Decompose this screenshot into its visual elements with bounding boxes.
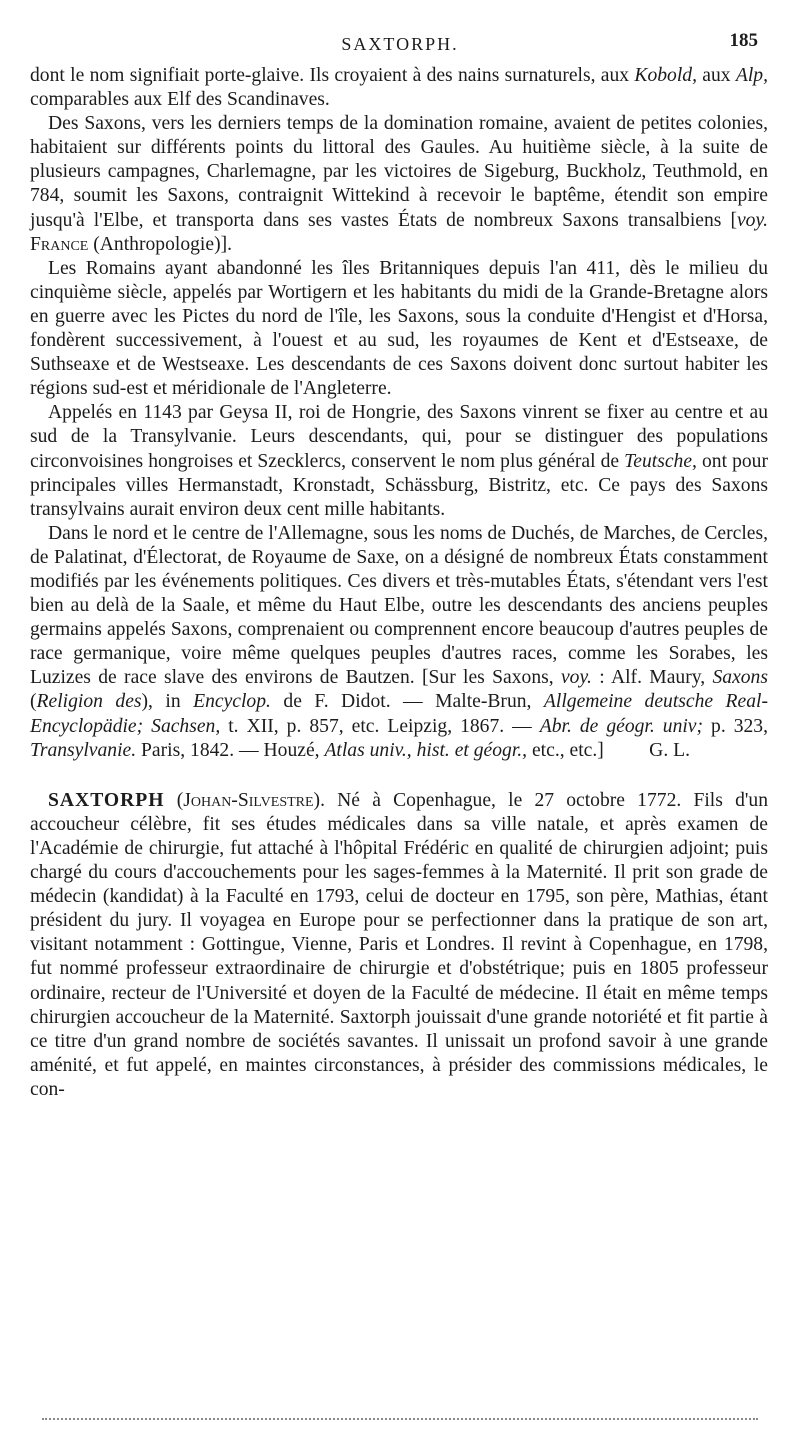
italic-run: voy.	[736, 209, 768, 231]
text-run: (	[164, 789, 184, 811]
text-run: de F. Didot. — Malte-Brun,	[270, 691, 544, 713]
paragraph-kobold	[30, 64, 768, 112]
italic-run: voy.	[560, 667, 592, 689]
text-run: Dans le nord et le centre de l'Allemagne, sous les noms de Duchés, de Marches, de Cercles, de Palatinat, d'Électorat, de Royaume de Saxe, on a désigné de nombreux États constamment modifiés par les événements politiques. Ces divers et très-mutables États, s'étendant vers l'est bien au delà de la Saale, et même du Haut Elbe, outre les descendants des anciens peuples germains appelés Saxons, comprenaient ou comprennent encore beaucoup d'autres peuples de race germanique, voire même quelques peuples d'autres races, comme les Sorabes, les Luzizes de race slave des environs de Bautzen. [Sur les Saxons,	[30, 522, 768, 689]
text-run: t. XII, p. 857, etc. Leipzig, 1867. —	[220, 715, 540, 737]
small-caps-run: France	[30, 233, 89, 255]
author-signature: G. L.	[649, 739, 690, 761]
article-headword: SAXTORPH	[48, 789, 165, 811]
paragraph-saxons-germany	[30, 522, 768, 763]
paragraph-saxons-gaul	[30, 112, 768, 257]
italic-run: Teutsche,	[624, 450, 697, 472]
text-run: etc., etc.]	[527, 739, 604, 761]
text-run: (	[30, 691, 37, 713]
italic-run: Saxons	[712, 667, 768, 689]
running-title: SAXTORPH.	[341, 34, 459, 54]
italic-run: Atlas univ., hist. et géogr.,	[324, 739, 528, 761]
italic-run: Religion des	[36, 691, 142, 713]
text-run: dont le nom signifiait porte-glaive. Ils croyaient à des nains surnaturels, aux	[30, 65, 635, 86]
italic-run: Alp,	[735, 65, 768, 86]
paragraph-saxons-britain: Les Romains ayant abandonné les îles Britanniques depuis l'an 411, dès le milieu du cinquième siècle, appelés par Wortigern et les habitants du midi de la Grande-Bretagne alors en guerre avec les Pictes du nord de l'île, les Saxons, sous la conduite d'Hengist et d'Horsa, fondèrent successivement, à l'ouest et au sud, les royaumes de Kent et d'Estseaxe, de Suthseaxe et de Westseaxe. Les descendants de ces Saxons doivent donc surtout habiter les régions sud-est et méridionale de l'Angleterre.	[30, 257, 768, 400]
text-run: ont pour principales villes Hermanstadt, Kronstadt, Schässburg, Bistritz, etc. Ce pays des Saxons transylvains aurait environ deux cent mille habitants.	[30, 450, 768, 520]
italic-run: Abr. de géogr. univ;	[539, 715, 704, 737]
italic-run: Kobold,	[634, 65, 697, 86]
italic-run: Transylvanie.	[30, 739, 137, 761]
text-run: ), in	[141, 691, 194, 713]
page-number: 185	[729, 30, 758, 51]
text-run: p. 323,	[703, 715, 768, 737]
text-run: Des Saxons, vers les derniers temps de la domination romaine, avaient de petites colonies, habitaient sur différents points du littoral des Gaules. Au huitième siècle, à la suite de plusieurs campagnes, Charlemagne, par les victoires de Sigeburg, Buckholz, Teuthmold, en 784, soumit les Saxons, contraignit Wittekind à recevoir le baptême, étendit son empire jusqu'à l'Elbe, et transporta dans ses vastes États de nombreux Saxons transalbiens [	[30, 113, 768, 231]
paragraph-saxons-transylvania	[30, 401, 768, 521]
italic-run: Encyclop.	[193, 691, 271, 713]
text-run: aux	[697, 65, 736, 86]
page-body	[30, 64, 768, 1102]
article-saxtorph	[30, 789, 768, 1102]
text-run: : Alf. Maury,	[591, 667, 713, 689]
text-run: Paris, 1842. — Houzé,	[136, 739, 325, 761]
text-run: Appelés en 1143 par Geysa II, roi de Hongrie, des Saxons vinrent se fixer au centre et au sud de la Transylvanie. Leurs descendants, qui, pour se distinguer des populations circonvoisines hongroises et Szecklercs, conservent le nom plus général de	[30, 402, 768, 472]
text-run: comparables aux Elf des Scandinaves.	[30, 89, 330, 111]
text-run: ). Né à Copenhague, le 27 octobre 1772. Fils d'un accoucheur célèbre, fit ses études médicales dans sa ville natale, et après examen de l'Académie de chirurgie, fut attaché à l'hôpital Frédéric en qualité de chirurgien adjoint; puis chargé du cours d'accouchements pour les sages-femmes à la Maternité. Il prit son grade de médecin (kandidat) à la Faculté en 1793, celui de docteur en 1795, son père, Mathias, étant président du jury. Il voyagea en Europe pour se perfectionner dans la pratique de son art, visitant notamment : Gottingue, Vienne, Paris et Londres. Il revint à Copenhague, en 1798, fut nommé professeur extraordinaire de chirurgie et d'obstétrique; puis en 1805 professeur ordinaire, recteur de l'Université et doyen de la Faculté de médecine. Il était en même temps chirurgien accoucheur de la Maternité. Saxtorph jouissait d'une grande notoriété et fit partie à ce titre d'un grand nombre de sociétés savantes. Il unissait un profond savoir à une grande aménité, et fut appelé, en maintes circonstances, à présider des commissions médicales, le con-	[30, 789, 768, 1100]
running-head	[0, 30, 800, 58]
small-caps-run: Johan-Silvestre	[183, 789, 314, 811]
footer-dotted-rule	[42, 1418, 758, 1420]
italic-run: Allgemeine deutsche Real-Encyclopädie; Sachsen,	[30, 691, 768, 737]
text-run: (Anthropologie)].	[88, 233, 233, 255]
